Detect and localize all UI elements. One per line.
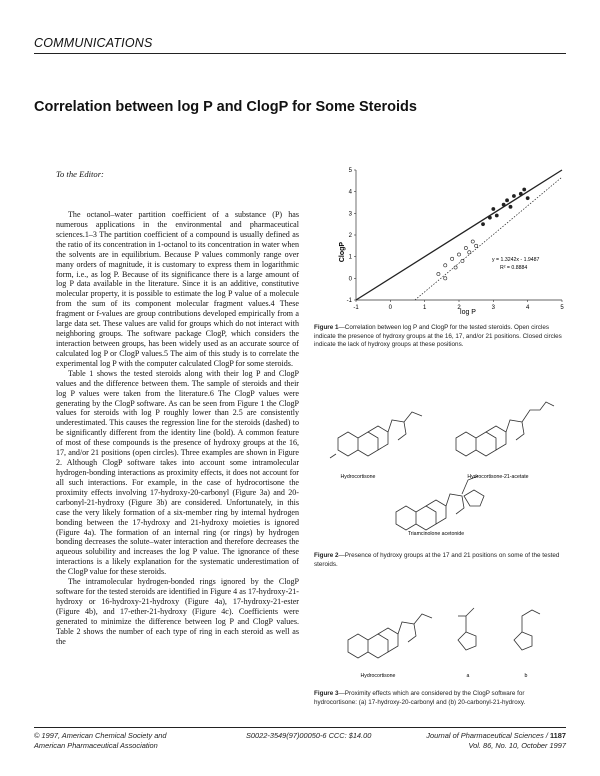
fig3-label-a: a: [466, 673, 470, 679]
regression-line: [415, 177, 562, 300]
y-tick-label: 0: [348, 276, 352, 283]
figure-2-caption-text: —Presence of hydroxy groups at the 17 and 21 positions on some of the tested steroids.: [314, 552, 560, 568]
data-point-open: [454, 266, 457, 269]
data-point-open: [461, 259, 464, 262]
y-tick-label: 1: [348, 254, 352, 261]
identity-line: [356, 170, 562, 300]
y-tick-label: 5: [348, 168, 352, 174]
proximity-a-structure: [458, 608, 476, 650]
x-tick-label: 1: [422, 305, 427, 311]
chart-equation: y = 1.3242x - 1.9487: [492, 257, 540, 263]
page-number: 1187: [549, 731, 566, 740]
figure-3-label: Figure 3: [314, 690, 339, 697]
footer-copyright-line-2: American Pharmaceutical Association: [34, 740, 158, 750]
footer-code: S0022-3549(97)00050-6 CCC: $14.00: [246, 731, 372, 740]
fig3-label-b: b: [524, 673, 528, 679]
data-point-open: [437, 272, 440, 275]
hydrocortisone-structure: [330, 412, 422, 458]
section-label: COMMUNICATIONS: [34, 36, 153, 50]
structure-label-hydrocortisone: Hydrocortisone: [340, 474, 376, 480]
footer-rule: [34, 727, 566, 728]
header-rule: [34, 53, 566, 54]
footer-copyright-line-1: © 1997, American Chemical Society and: [34, 731, 167, 740]
chart-xlabel: log P: [460, 309, 476, 316]
footer-volume: Vol. 86, No. 10, October 1997: [468, 740, 566, 750]
data-point-closed: [481, 223, 484, 226]
data-point-open: [451, 257, 454, 260]
structure-label-acetate: Hydrocortisone-21-acetate: [467, 474, 529, 480]
figure-1-caption-text: —Correlation between log P and ClogP for the tested steroids. Open circles indicate the presence of hydroxy groups at the 16, 17, and/or 21 positions. Closed circles indicate the lack of hydroxy groups at these positions.: [314, 324, 562, 349]
article-title: Correlation between log P and ClogP for Some Steroids: [34, 99, 417, 115]
structure-label-triamcinolone: Triamcinolone acetonide: [407, 531, 465, 537]
x-tick-label: 0: [388, 305, 393, 311]
data-point-open: [457, 253, 460, 256]
data-point-open: [444, 264, 447, 267]
x-tick-label: 4: [525, 305, 530, 311]
salutation: To the Editor:: [56, 169, 104, 179]
x-tick-label: 5: [560, 305, 564, 311]
data-point-open: [475, 244, 478, 247]
chart-r-squared: R² = 0.8884: [500, 265, 528, 271]
data-point-open: [464, 246, 467, 249]
data-point-open: [444, 277, 447, 280]
hydrocortisone-structure-3: [348, 614, 432, 658]
figure-2-label: Figure 2: [314, 552, 339, 559]
paragraph-2: Table 1 shows the tested steroids along with their log P and ClogP values and the difference between them. The sample of steroids and their log P values were taken from the literature.6 The ClogP values were generating by the ClogP software. As can be seen from Figure 1 the ClogP values for steroids with log P roughly lower than 2.5 are consistently underestimated. This causes the regression line for the steroids (dashed) to be significantly different from the identity line (bold). A common feature of most of these compounds is the presence of hydroxy groups at the 16, 17, and/or 21 positions (open circles). Three examples are shown in Figure 2. Although ClogP software takes into account some intramolecular hydrogen-bonding interactions as proximity effects, it does not account for all such interactions. For example, in the case of hydrocortisone the proximity effects involving 17-hydroxy-20-carbonyl (Figure 3a) and 20-carbonyl-21-hydroxy (Figure 3b) are considered. Unfortunately, in this case the very likely formation of a six-member ring by internal hydrogen bonding between the 17-hydroxy and 21-hydroxy moieties is ignored (Figure 4a). The formation of an internal ring (or rings) by hydrogen bonding decreases the solute–water interaction and therefore decreases the aqueous solubility and increases the log P value. The ignorance of these interactions is a likely explanation for the systematic underestimation of the ClogP value for these steroids.: [56, 368, 299, 577]
footer-journal-name: Journal of Pharmaceutical Sciences /: [426, 731, 550, 740]
paragraph-3: The intramolecular hydrogen-bonded rings ignored by the ClogP software for the tested steroids are identified in Figure 4 as 17-hydroxy-21-hydroxy or 16-hydroxy-21-hydroxy (Figure 4a), 17-hydroxy-21-ester (Figure 4b), and 17-ether-21-hydroxy (Figure 4c). Coefficients were generated to minimize the difference between log P and ClogP values. Table 2 shows the number of each type of ring in each steroid as well as the: [56, 577, 299, 646]
x-tick-label: -1: [353, 305, 359, 311]
x-tick-label: 2: [457, 305, 461, 311]
figure-2-caption: [314, 552, 568, 569]
hydrocortisone-acetate-structure: [456, 402, 554, 456]
proximity-b-structure: [514, 610, 540, 650]
footer-journal: [410, 731, 566, 750]
figure-1-caption: [314, 324, 568, 350]
body-text: [56, 210, 299, 647]
data-point-closed: [495, 214, 498, 217]
x-tick-label: 3: [491, 305, 496, 311]
data-point-closed: [519, 192, 522, 195]
chart-lines: [356, 170, 562, 300]
data-point-closed: [492, 207, 495, 210]
footer-copyright: [34, 731, 167, 750]
figure-3-structures: [318, 590, 568, 685]
paragraph-1: The octanol–water partition coefficient of a substance (P) has numerous applications in the environmental and pharmaceutical sciences.1–3 The partition coefficient of a compound is usually defined as the ratio of its concentration in 1-octanol to its concentration in water when the solvents are in equilibrium. Because P values commonly range over many orders of magnitude, it is customary to express them in logarithmic form, i.e., as log P. Because of its significance there is a large amount of log P data available in the literature. Since it is an additive, constitutive molecular property, it is possible to estimate the log P value of a molecule from the sum of its component molecular fragment values.4 These fragment or f-values are group contributions developed empirically from a large data set. These values are valid for groups which do not interact with neighboring groups. The software package ClogP, which considers the interaction between groups, has been widely used as an accurate source of calculated log P or ClogP values.5 The aim of this study is to correlate the experimental log P with the computer calculated ClogP for some steroids.: [56, 210, 299, 368]
chart-ylabel: ClogP: [339, 241, 346, 263]
y-tick-label: 3: [348, 211, 352, 218]
fig3-label-hydrocortisone: Hydrocortisone: [360, 673, 396, 679]
figure-3-caption-text: —Proximity effects which are considered by the ClogP software for hydrocortisone: (a) 17-hydroxy-20-carbonyl and (b) 20-carbonyl-21-hydroxy.: [314, 690, 526, 706]
triamcinolone-structure: [396, 476, 484, 530]
figure-1-label: Figure 1: [314, 324, 339, 331]
figure-3-caption: [314, 690, 568, 707]
data-point-closed: [505, 199, 508, 202]
data-point-closed: [509, 205, 512, 208]
data-point-closed: [526, 197, 529, 200]
figure-2-structures: [318, 372, 558, 537]
data-point-closed: [502, 203, 505, 206]
figure-1-chart: [314, 162, 574, 322]
data-point-closed: [523, 188, 526, 191]
data-point-closed: [488, 216, 491, 219]
y-tick-label: 2: [348, 233, 352, 239]
y-tick-label: 4: [348, 189, 352, 196]
data-point-closed: [512, 194, 515, 197]
data-point-open: [468, 251, 471, 254]
data-point-open: [471, 240, 474, 243]
y-tick-label: -1: [346, 298, 352, 304]
